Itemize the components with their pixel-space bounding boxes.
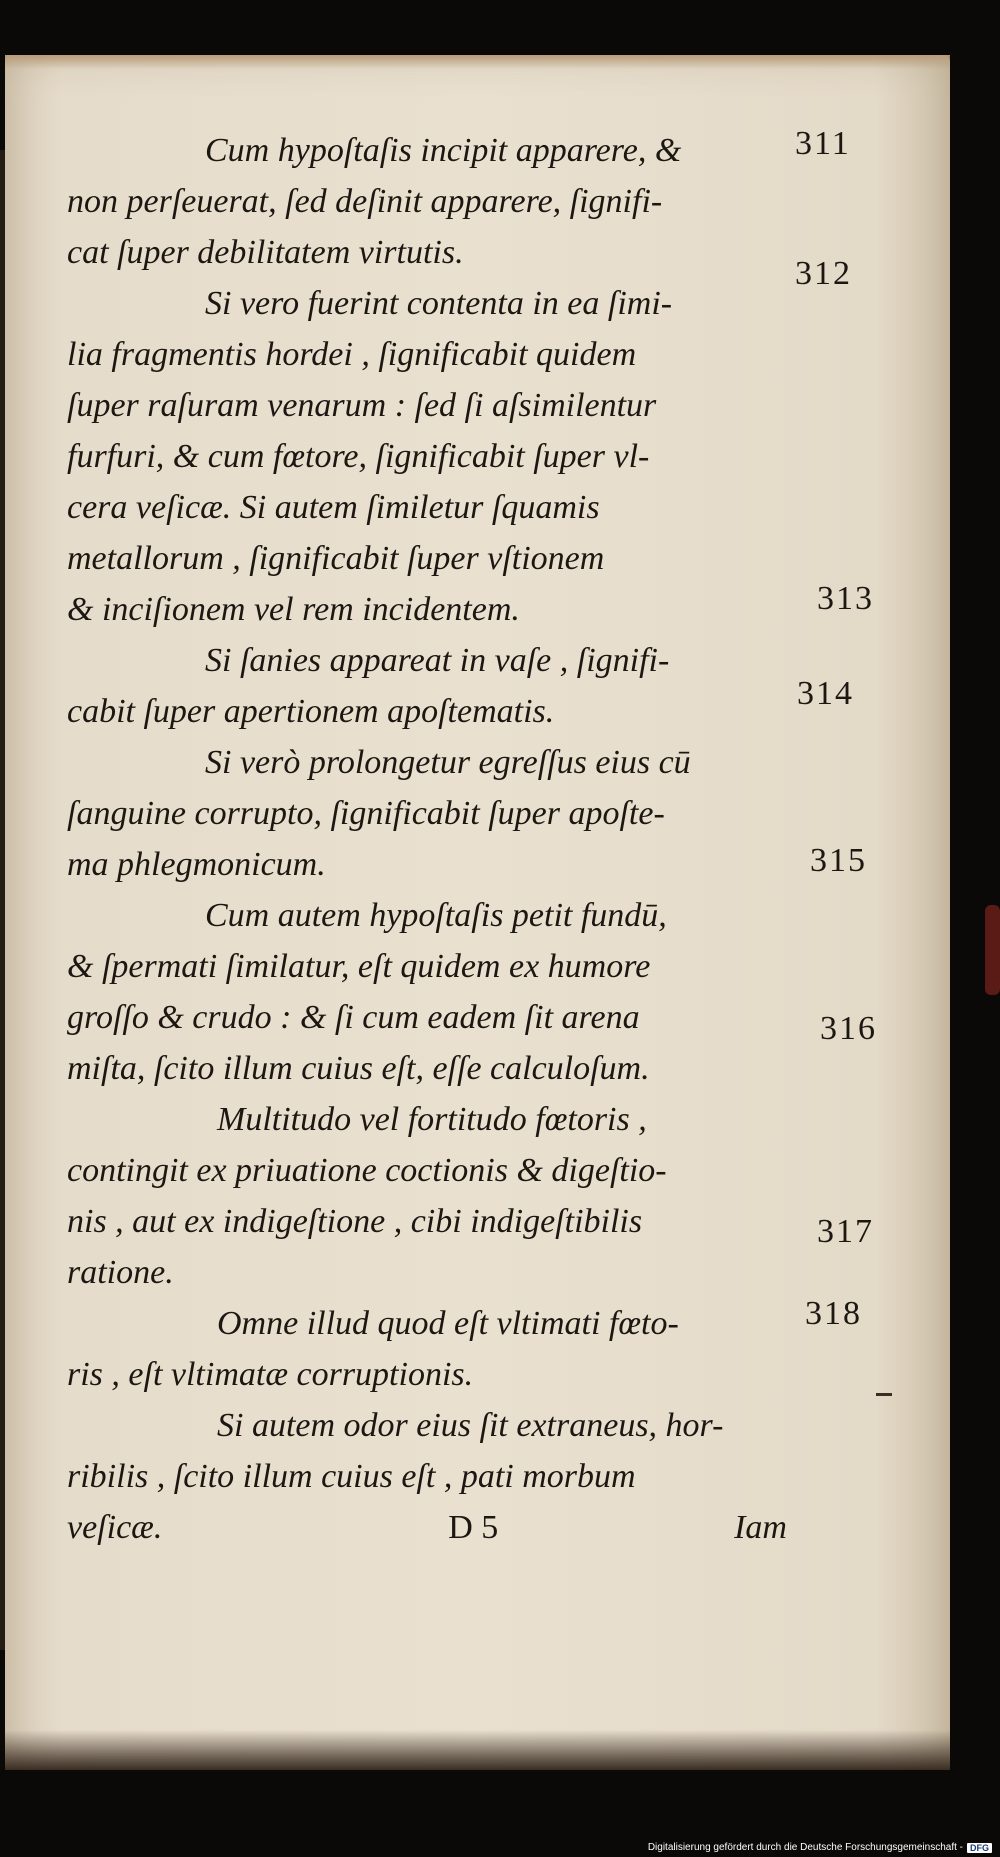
catchword: Iam (734, 1509, 787, 1546)
margin-number-311: 311 (795, 125, 851, 162)
digitization-credit (648, 1842, 992, 1853)
dfg-logo-icon: DFG (967, 1843, 992, 1853)
margin-number-314: 314 (797, 675, 854, 712)
text-line: lia fragmentis hordei , ſignificabit quidem (67, 336, 637, 373)
credit-text: Digitalisierung gefördert durch die Deutsche Forschungsgemeinschaft - (647, 1842, 963, 1853)
text-line: Omne illud quod eſt vltimati fœto- (217, 1305, 679, 1342)
text-line: Cum hypoſtaſis incipit apparere, & (205, 132, 682, 169)
text-line: metallorum , ſignificabit ſuper vſtionem (67, 540, 605, 577)
text-line: veſicæ. (67, 1509, 163, 1546)
text-line: non perſeuerat, ſed deſinit apparere, ſignifi- (67, 183, 663, 220)
text-line: Si autem odor eius ſit extraneus, hor- (217, 1407, 724, 1444)
page-bottom-edge (5, 1730, 950, 1770)
text-line: Si vero fuerint contenta in ea ſimi- (205, 285, 673, 322)
page-top-edge (5, 55, 950, 69)
signature-mark: D 5 (448, 1509, 499, 1546)
text-line: cera veſicæ. Si autem ſimiletur ſquamis (67, 489, 600, 526)
ink-mark (876, 1393, 892, 1396)
text-line: ma phlegmonicum. (67, 846, 326, 883)
text-line: furfuri, & cum fœtore, ſignificabit ſuper vl- (67, 438, 650, 475)
text-line: ris , eſt vltimatæ corruptionis. (67, 1356, 474, 1393)
bookmark-ribbon (985, 905, 1000, 995)
margin-number-312: 312 (795, 255, 852, 292)
text-line: Cum autem hypoſtaſis petit fundū, (205, 897, 667, 934)
margin-number-317: 317 (817, 1213, 874, 1250)
text-line: & inciſionem vel rem incidentem. (67, 591, 520, 628)
main-text (67, 125, 787, 1553)
text-line: ratione. (67, 1254, 174, 1291)
text-line: ſuper raſuram venarum : ſed ſi aſsimilentur (67, 387, 657, 424)
book-page (5, 55, 950, 1770)
margin-number-318: 318 (805, 1295, 862, 1332)
last-line (67, 1502, 787, 1553)
text-line: cabit ſuper apertionem apoſtematis. (67, 693, 555, 730)
text-line: ſanguine corrupto, ſignificabit ſuper apoſte- (67, 795, 665, 832)
text-line: Si verò prolongetur egreſſus eius cū (205, 744, 691, 781)
text-line: Si ſanies appareat in vaſe , ſignifi- (205, 642, 670, 679)
margin-number-316: 316 (820, 1010, 877, 1047)
text-line: ribilis , ſcito illum cuius eſt , pati morbum (67, 1458, 636, 1495)
text-line: cat ſuper debilitatem virtutis. (67, 234, 464, 271)
text-line: & ſpermati ſimilatur, eſt quidem ex humore (67, 948, 651, 985)
text-line: nis , aut ex indigeſtione , cibi indigeſtibilis (67, 1203, 643, 1240)
text-line: Multitudo vel fortitudo fœtoris , (217, 1101, 647, 1138)
margin-number-315: 315 (810, 842, 867, 879)
text-line: groſſo & crudo : & ſi cum eadem ſit arena (67, 999, 640, 1036)
text-line: miſta, ſcito illum cuius eſt, eſſe calculoſum. (67, 1050, 650, 1087)
margin-number-313: 313 (817, 580, 874, 617)
text-line: contingit ex priuatione coctionis & digeſtio- (67, 1152, 667, 1189)
